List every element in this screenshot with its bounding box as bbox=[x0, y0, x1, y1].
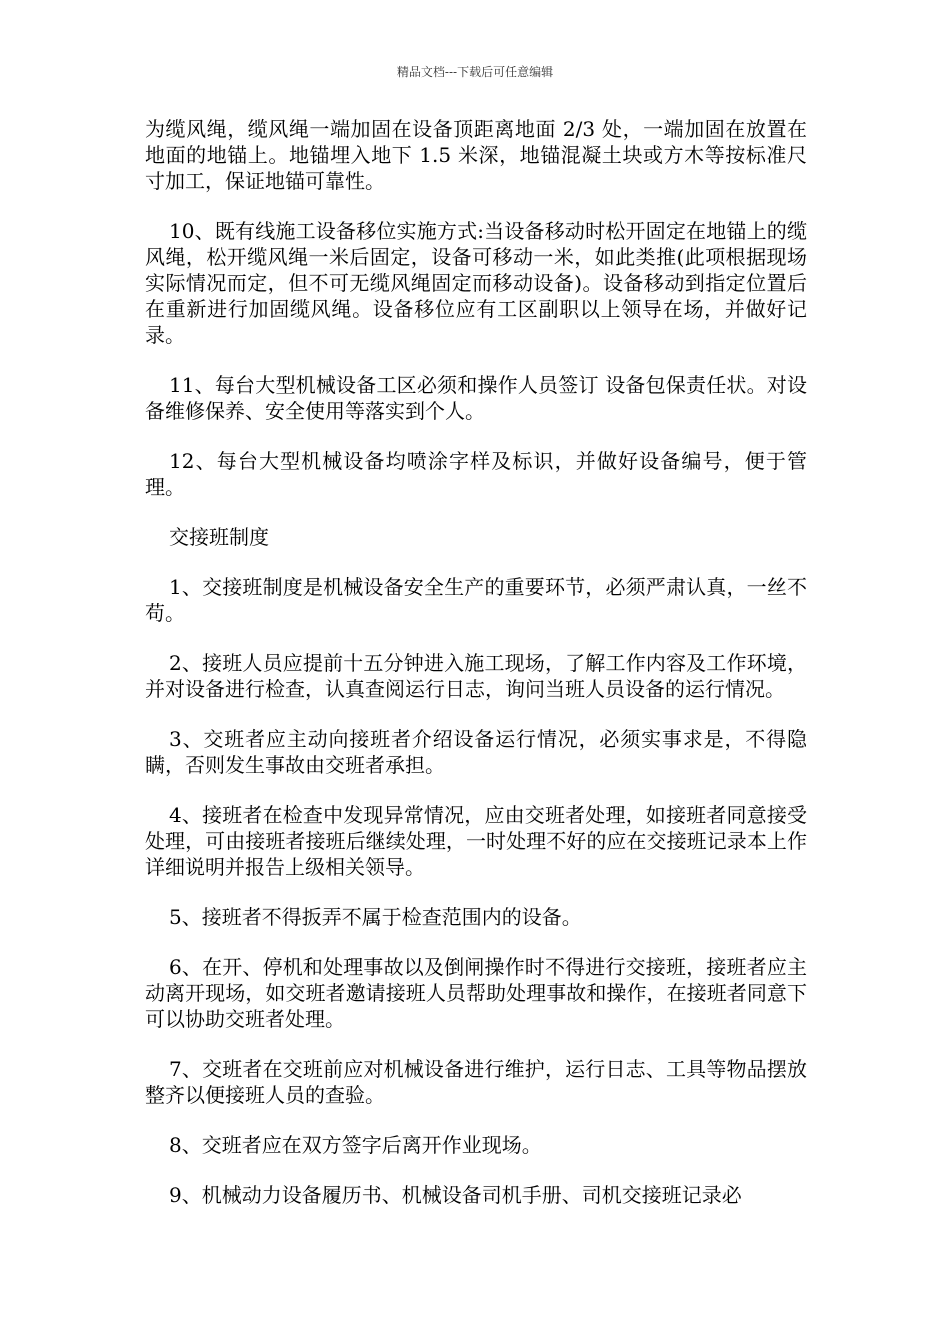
paragraph-item-7: 7、交班者在交班前应对机械设备进行维护，运行日志、工具等物品摆放整齐以便接班人员的查验。 bbox=[145, 1057, 807, 1107]
paragraph-continuation: 为缆风绳，缆风绳一端加固在设备顶距离地面 2/3 处，一端加固在放置在地面的地锚上。地锚埋入地下 1.5 米深，地锚混凝土块或方木等按标准尺寸加工，保证地锚可靠性。 bbox=[145, 117, 807, 193]
document-body bbox=[145, 116, 807, 1208]
paragraph-item-10: 10、既有线施工设备移位实施方式:当设备移动时松开固定在地锚上的缆风绳，松开缆风绳一米后固定，设备可移动一米，如此类推(此项根据现场实际情况而定，但不可无缆风绳固定而移动设备)。设备移动到指定位置后在重新进行加固缆风绳。设备移位应有工区副职以上领导在场，并做好记录。 bbox=[145, 219, 807, 347]
paragraph-item-9: 9、机械动力设备履历书、机械设备司机手册、司机交接班记录必 bbox=[169, 1183, 742, 1207]
paragraph-item-2: 2、接班人员应提前十五分钟进入施工现场，了解工作内容及工作环境，并对设备进行检查，认真查阅运行日志，询问当班人员设备的运行情况。 bbox=[145, 651, 807, 701]
paragraph-item-6: 6、在开、停机和处理事故以及倒闸操作时不得进行交接班，接班者应主动离开现场，如交班者邀请接班人员帮助处理事故和操作，在接班者同意下可以协助交班者处理。 bbox=[145, 955, 807, 1031]
paragraph-item-4: 4、接班者在检查中发现异常情况，应由交班者处理，如接班者同意接受处理，可由接班者接班后继续处理，一时处理不好的应在交接班记录本上作详细说明并报告上级相关领导。 bbox=[145, 803, 807, 879]
paragraph-item-12: 12、每台大型机械设备均喷涂字样及标识，并做好设备编号，便于管理。 bbox=[145, 449, 807, 499]
paragraph-item-8: 8、交班者应在双方签字后离开作业现场。 bbox=[169, 1133, 542, 1157]
section-heading: 交接班制度 bbox=[169, 525, 269, 549]
paragraph-item-5: 5、接班者不得扳弄不属于检查范围内的设备。 bbox=[169, 905, 582, 929]
paragraph-item-11: 11、每台大型机械设备工区必须和操作人员签订 设备包保责任状。对设备维修保养、安全使用等落实到个人。 bbox=[145, 373, 807, 423]
paragraph-item-1: 1、交接班制度是机械设备安全生产的重要环节，必须严肃认真，一丝不苟。 bbox=[145, 575, 807, 625]
page-header: 精品文档---下载后可任意编辑 bbox=[396, 65, 554, 79]
paragraph-item-3: 3、交班者应主动向接班者介绍设备运行情况，必须实事求是，不得隐瞒，否则发生事故由交班者承担。 bbox=[145, 727, 807, 777]
